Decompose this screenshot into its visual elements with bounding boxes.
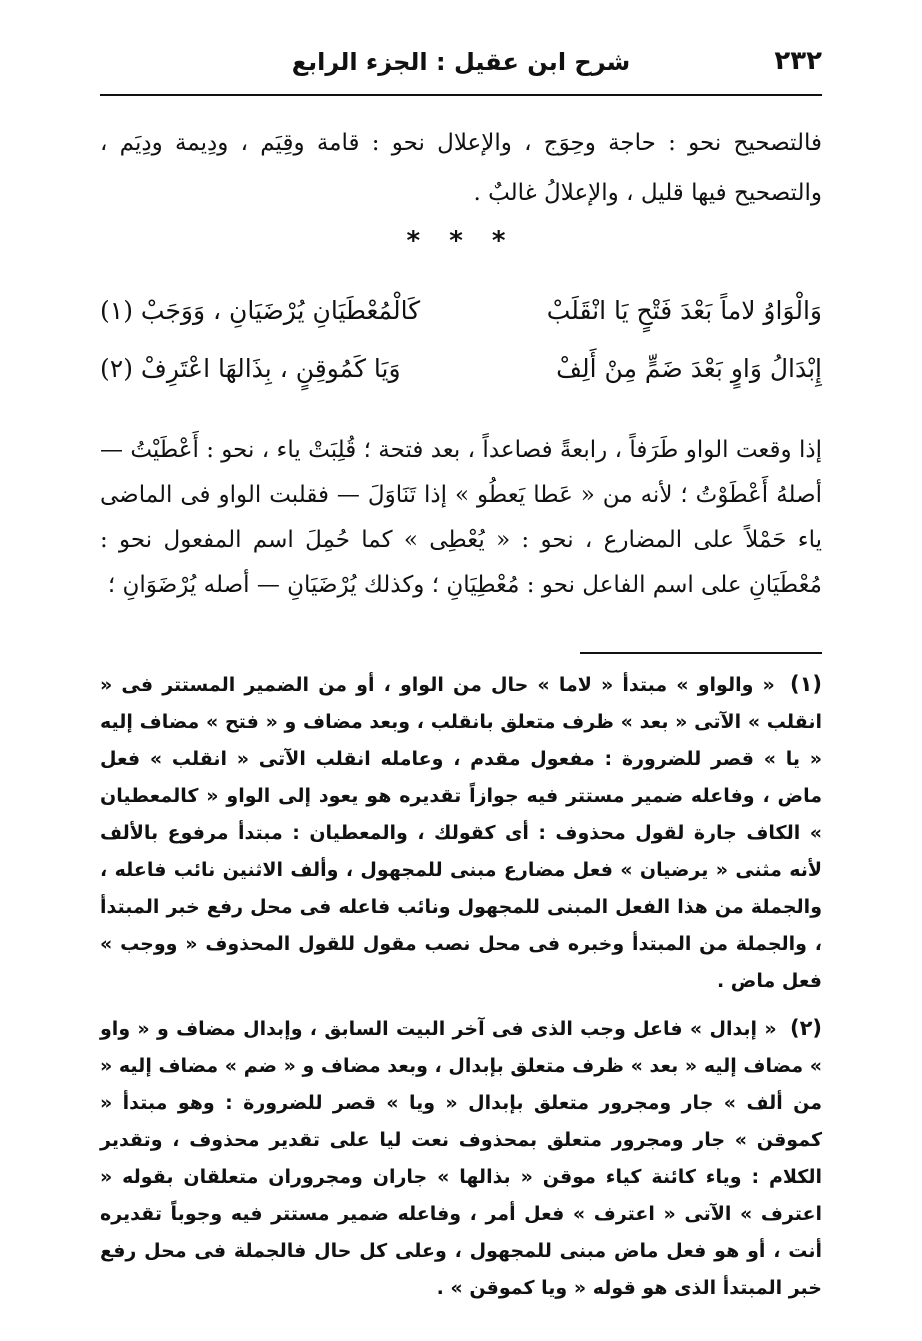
footnote <box>100 666 822 1000</box>
footnote-number: (٢) <box>789 1016 822 1040</box>
page-number: ٢٣٢ <box>774 46 822 76</box>
footnotes <box>100 666 822 1317</box>
intro-paragraph: فالتصحيح نحو : حاجة وحِوَج ، والإعلال نحو : قامة وقِيَم ، ودِيمة ودِيَم ، والتصحيح فيها قليل ، والإعلالُ غالبٌ . <box>100 130 822 206</box>
footnote-separator-rule <box>580 652 822 654</box>
verse-second-hemistich: وَيَا كَمُوقِنٍ ، بِذَالهَا اعْتَرِفْ (٢) <box>100 354 401 383</box>
verse-line <box>100 286 822 344</box>
page-header <box>100 40 822 94</box>
verse-block <box>100 286 822 402</box>
verse-second-hemistich: كَالْمُعْطَيَانِ يُرْضَيَانِ ، وَوَجَبْ (١) <box>100 296 421 325</box>
intro-section <box>100 118 822 218</box>
verse-line <box>100 344 822 402</box>
commentary-section <box>100 428 822 608</box>
footnote <box>100 1010 822 1307</box>
commentary-paragraph: إذا وقعت الواو طَرَفاً ، رابعةً فصاعداً ، بعد فتحة ؛ قُلِبَتْ ياء ، نحو : أَعْطَيْتُ — أصلهُ أَعْطَوْتُ ؛ لأنه من « عَطا يَعطُو » إذا تَنَاوَلَ — فقلبت الواو فى الماضى ياء حَمْلاً على المضارع ، نحو : « يُعْطِى » كما حُمِلَ اسم المفعول نحو : مُعْطَيَانِ على اسم الفاعل نحو : مُعْطِيَانِ ؛ وكذلك يُرْضَيَانِ — أصله يُرْضَوَانِ ؛ <box>100 437 822 598</box>
verse-first-hemistich: إِبْدَالُ وَاوٍ بَعْدَ ضَمٍّ مِنْ أَلِفْ <box>556 354 822 383</box>
footnote-text: « إبدال » فاعل وجب الذى فى آخر البيت السابق ، وإبدال مضاف و « واو » مضاف إليه « بعد » ظرف متعلق بإبدال ، وبعد مضاف و « ضم » مضاف إليه « من ألف » جار ومجرور متعلق بإبدال « ويا » قصر للضرورة : وهو مبتدأ « كموقن » جار ومجرور متعلق بمحذوف نعت ليا على تقدير محذوف ، وتقدير الكلام : وياء كائنة كياء موقن « بذالها » جاران ومجروران متعلقان بقوله « اعترف » الآتى « اعترف » فعل أمر ، وفاعله ضمير مستتر فيه وجوباً تقديره أنت ، أو هو فعل ماض مبنى للمجهول ، وعلى كل حال فالجملة فى محل رفع خبر المبتدأ الذى هو قوله « ويا كموقن » . <box>100 1018 822 1299</box>
verse-first-hemistich: وَالْوَاوُ لاماً بَعْدَ فَتْحٍ يَا انْقَلَبْ <box>546 296 822 325</box>
running-head: شرح ابن عقيل : الجزء الرابع <box>291 48 631 76</box>
header-rule <box>100 94 822 96</box>
footnote-text: « والواو » مبتدأ « لاما » حال من الواو ، أو من الضمير المستتر فى « انقلب » الآتى « بعد » ظرف متعلق بانقلب ، وبعد مضاف و « فتح » مضاف إليه « يا » قصر للضرورة : مفعول مقدم ، وعامله انقلب الآتى « انقلب » فعل ماض ، وفاعله ضمير مستتر فيه جوازاً تقديره هو يعود إلى الواو « كالمعطيان » الكاف جارة لقول محذوف : أى كقولك ، والمعطيان : مبتدأ مرفوع بالألف لأنه مثنى « يرضيان » فعل مضارع مبنى للمجهول ، وألف الاثنين نائب فاعله ، والجملة من هذا الفعل المبنى للمجهول ونائب فاعله فى محل رفع خبر المبتدأ ، والجملة من المبتدأ وخبره فى محل نصب مقول للقول المحذوف « ووجب » فعل ماض . <box>100 674 822 992</box>
section-separator: * * * <box>406 226 516 256</box>
footnote-number: (١) <box>789 672 822 696</box>
